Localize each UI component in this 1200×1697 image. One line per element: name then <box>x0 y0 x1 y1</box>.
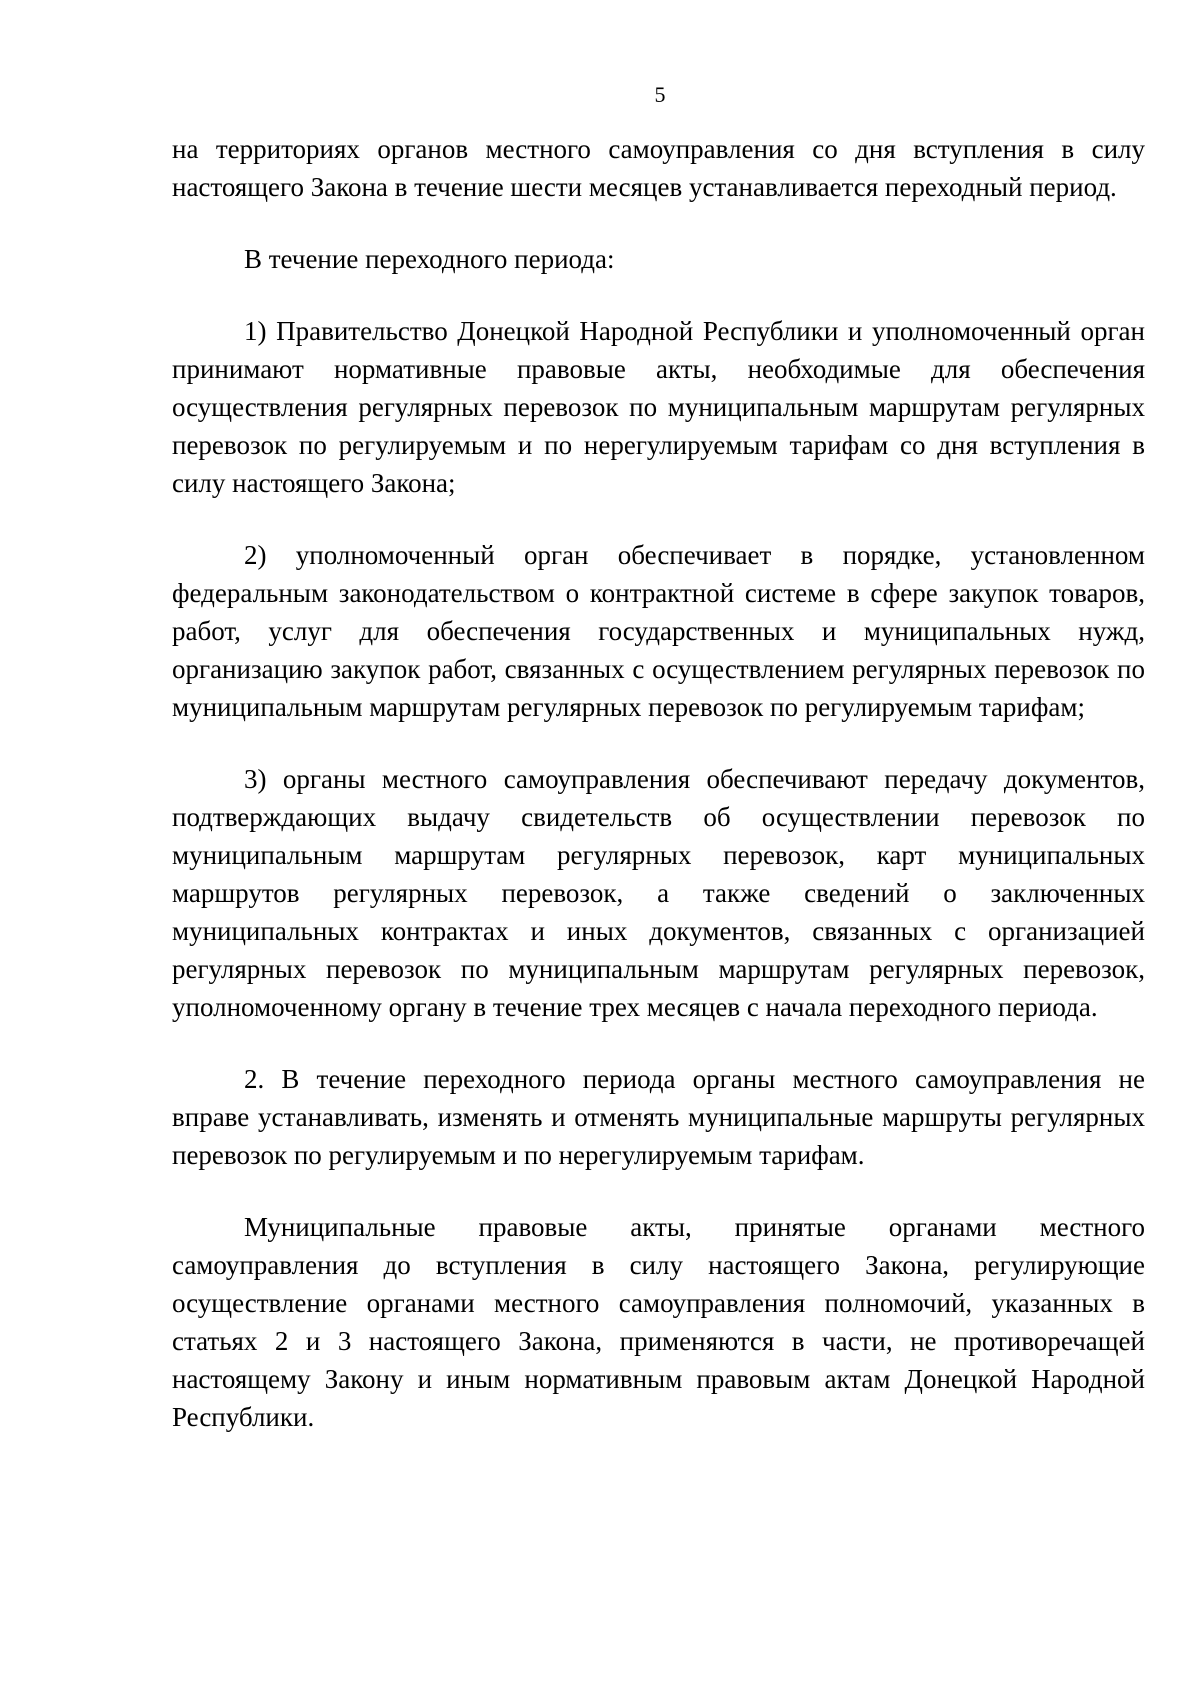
document-body <box>172 130 1145 1436</box>
paragraph-municipal-acts: Муниципальные правовые акты, принятые органами местного самоуправления до вступления в силу настоящего Закона, регулирующие осуществление органами местного самоуправления полномочий, указанных в статьях 2 и 3 настоящего Закона, применяются в части, не противоречащей настоящему Закону и иным нормативным правовым актам Донецкой Народной Республики. <box>172 1212 1145 1432</box>
paragraph-item-1: 1) Правительство Донецкой Народной Республики и уполномоченный орган принимают нормативные правовые акты, необходимые для обеспечения осуществления регулярных перевозок по муниципальным маршрутам регулярных перевозок по регулируемым и по нерегулируемым тарифам со дня вступления в силу настоящего Закона; <box>172 316 1145 498</box>
paragraph-transition-period-intro: на территориях органов местного самоуправления со дня вступления в силу настоящего Закона в течение шести месяцев устанавливается переходный период. <box>172 134 1145 202</box>
paragraph-item-2: 2) уполномоченный орган обеспечивает в порядке, установленном федеральным законодательством о контрактной системе в сфере закупок товаров, работ, услуг для обеспечения государственных и муниципальных нужд, организацию закупок работ, связанных с осуществлением регулярных перевозок по муниципальным маршрутам регулярных перевозок по регулируемым тарифам; <box>172 540 1145 722</box>
paragraph-transition-period-heading: В течение переходного периода: <box>244 244 615 274</box>
page-number: 5 <box>654 82 666 107</box>
paragraph-item-3: 3) органы местного самоуправления обеспечивают передачу документов, подтверждающих выдачу свидетельств об осуществлении перевозок по муниципальным маршрутам регулярных перевозок, карт муниципальных маршрутов регулярных перевозок, а также сведений о заключенных муниципальных контрактах и иных документов, связанных с организацией регулярных перевозок по муниципальным маршрутам регулярных перевозок, уполномоченному органу в течение трех месяцев с начала переходного периода. <box>172 764 1145 1022</box>
paragraph-section-2: 2. В течение переходного периода органы местного самоуправления не вправе устанавливать, изменять и отменять муниципальные маршруты регулярных перевозок по регулируемым и по нерегулируемым тарифам. <box>172 1064 1145 1170</box>
